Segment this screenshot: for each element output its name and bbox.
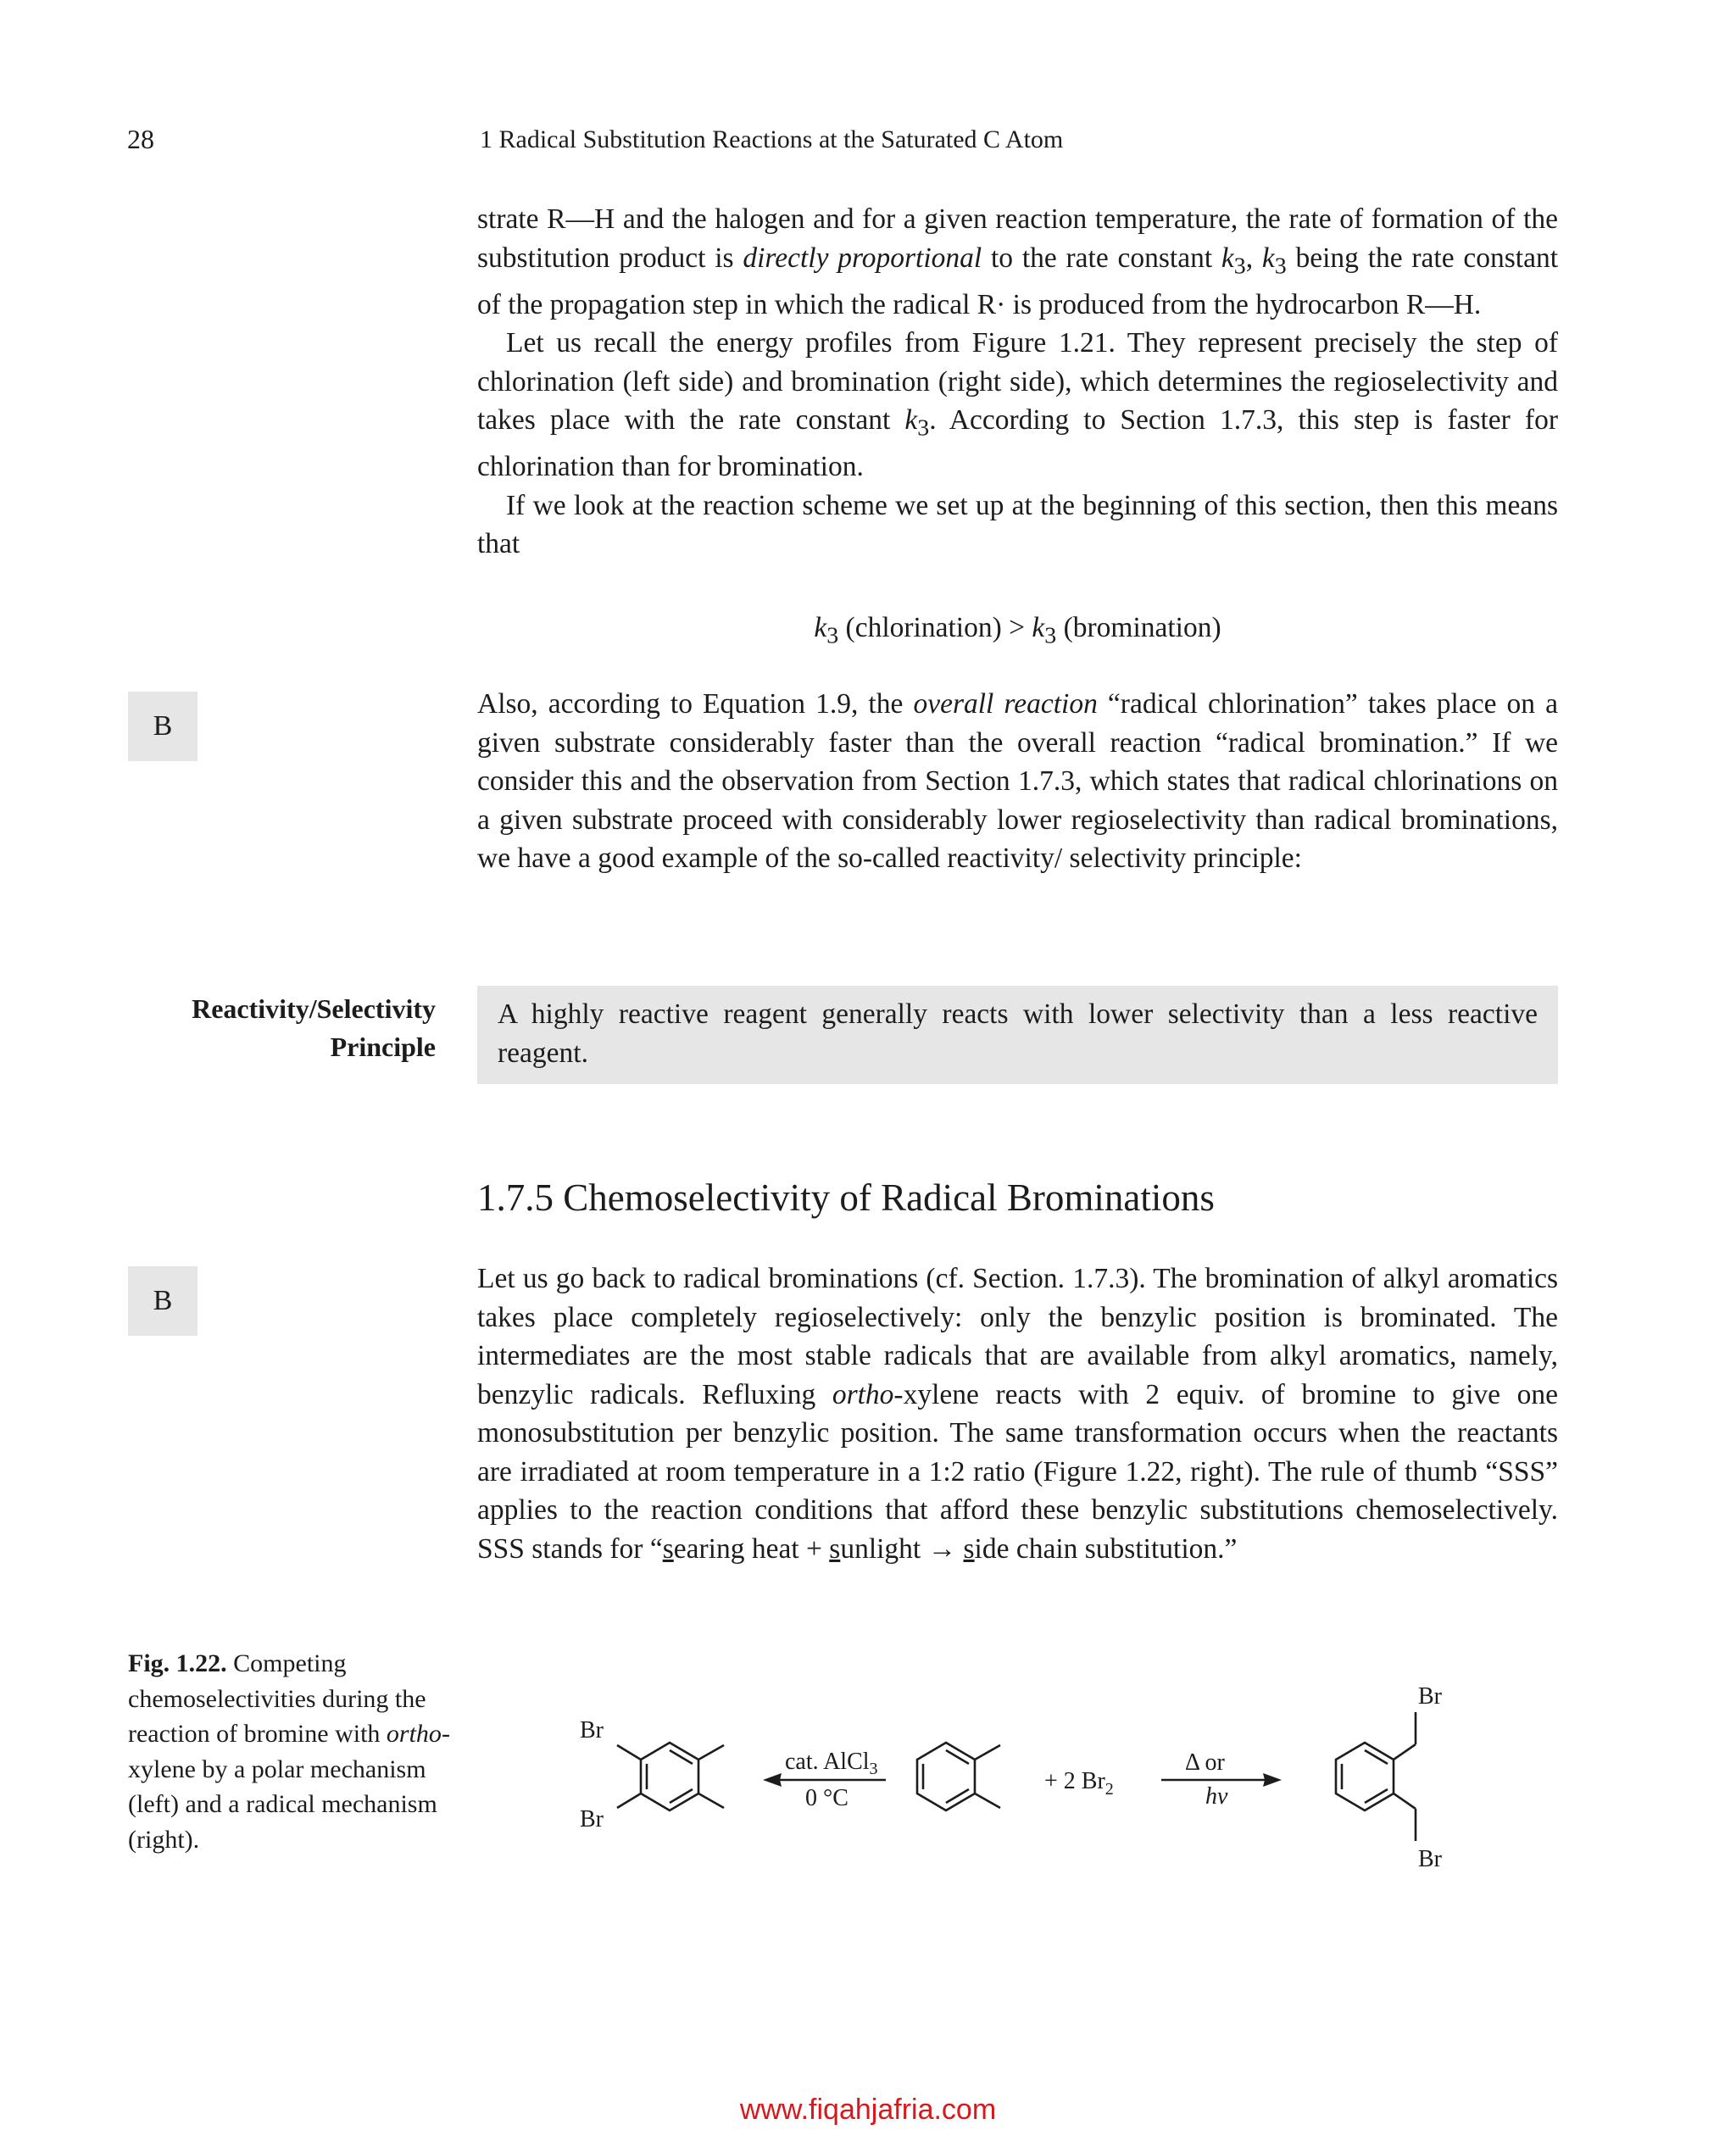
running-head: 1 Radical Substitution Reactions at the Saturated C Atom [480, 125, 1064, 153]
heat-condition-label: Δ or [1185, 1749, 1225, 1776]
paragraph-2: Let us recall the energy profiles from Figure 1.21. They represent precisely the step of chlorination (left side) and bromination (right side), which determines the regioselectivity and takes place with the rate constant $k_3$. According to Section 1.7.3, this step is faster for chlorination than for bromination. [477, 327, 1558, 483]
ortho-xylene-structure [917, 1743, 1000, 1810]
rate-constant-inequality: $k_3$ (chlorination) > $k_3$ (bromination) [814, 612, 1221, 649]
paragraph-1: strate R—H and the halogen and for a given reaction temperature, the rate of formation of the substitution product is directly proportional to the rate constant $k_3$, $k_3$ being the rate constant of the propagation step in which the radical R· is produced from the hydrocarbon R—H. [477, 203, 1559, 320]
website-watermark[interactable]: www.fiqahjafria.com [739, 2094, 997, 2126]
paragraph-5: Let us go back to radical brominations (cf. Section. 1.7.3). The bromination of alkyl aromatics takes place completely regioselectively: only the benzylic position is brominated. The intermediates are the most stable radicals that are available from alkyl aromatics, namely, benzylic radicals. Refluxing ortho-xylene reacts with 2 equiv. of bromine to give one monosubstitution per benzylic position. The same transformation occurs when the reactants are irradiated at room temperature in a 1:2 ratio (Figure 1.22, right). The rule of thumb “SSS” applies to the reaction conditions that afford these benzylic substitutions chemoselectively. SSS stands for “searing heat + sunlight → side chain substitution.” [477, 1263, 1558, 1565]
bis-bromomethyl-benzene-structure [1336, 1712, 1416, 1841]
body-text-middle [477, 685, 1558, 878]
br-label: Br [1418, 1683, 1442, 1710]
arrowhead-right [1263, 1773, 1282, 1787]
light-condition-label: hν [1205, 1783, 1228, 1810]
br-label: Br [580, 1806, 604, 1832]
br-label: Br [1418, 1846, 1442, 1872]
page-number: 28 [127, 124, 154, 154]
figure-caption: Fig. 1.22. Competing chemoselectivities during the reaction of bromine with ortho-xylene by a polar mechanism (left) and a radical mechanism (right). [128, 1649, 450, 1854]
bromine-reagent-label: + 2 $Br_2$ [1044, 1768, 1114, 1799]
arrowhead-left [763, 1773, 782, 1787]
body-text-section [477, 1260, 1558, 1568]
catalyst-label: cat. AlCl$_3$ [785, 1749, 878, 1778]
section-title: 1.7.5 Chemoselectivity of Radical Brominations [477, 1176, 1215, 1219]
temperature-label: 0 °C [805, 1785, 849, 1811]
dibromo-xylene-structure [617, 1743, 724, 1810]
paragraph-4: Also, according to Equation 1.9, the overall reaction “radical chlorination” takes place on a given substrate considerably faster than the overall reaction “radical bromination.” If we consider this and the observation from Section 1.7.3, which states that radical chlorinations on a given substrate proceed with considerably lower regioselectivity than radical brominations, we have a good example of the so-called reactivity/ selectivity principle: [477, 688, 1558, 874]
principle-box: A highly reactive reagent generally reacts with lower selectivity than a less reactive reagent. [477, 986, 1558, 1084]
paragraph-3: If we look at the reaction scheme we set up at the beginning of this section, then this means that [477, 489, 1558, 560]
body-text-top [477, 200, 1558, 564]
br-label: Br [580, 1717, 604, 1743]
principle-side-heading: Reactivity/Selectivity Principle [192, 993, 436, 1062]
reaction-scheme [551, 1678, 1526, 1882]
level-marker-b: B [128, 692, 198, 761]
level-marker-b: B [128, 1266, 198, 1336]
